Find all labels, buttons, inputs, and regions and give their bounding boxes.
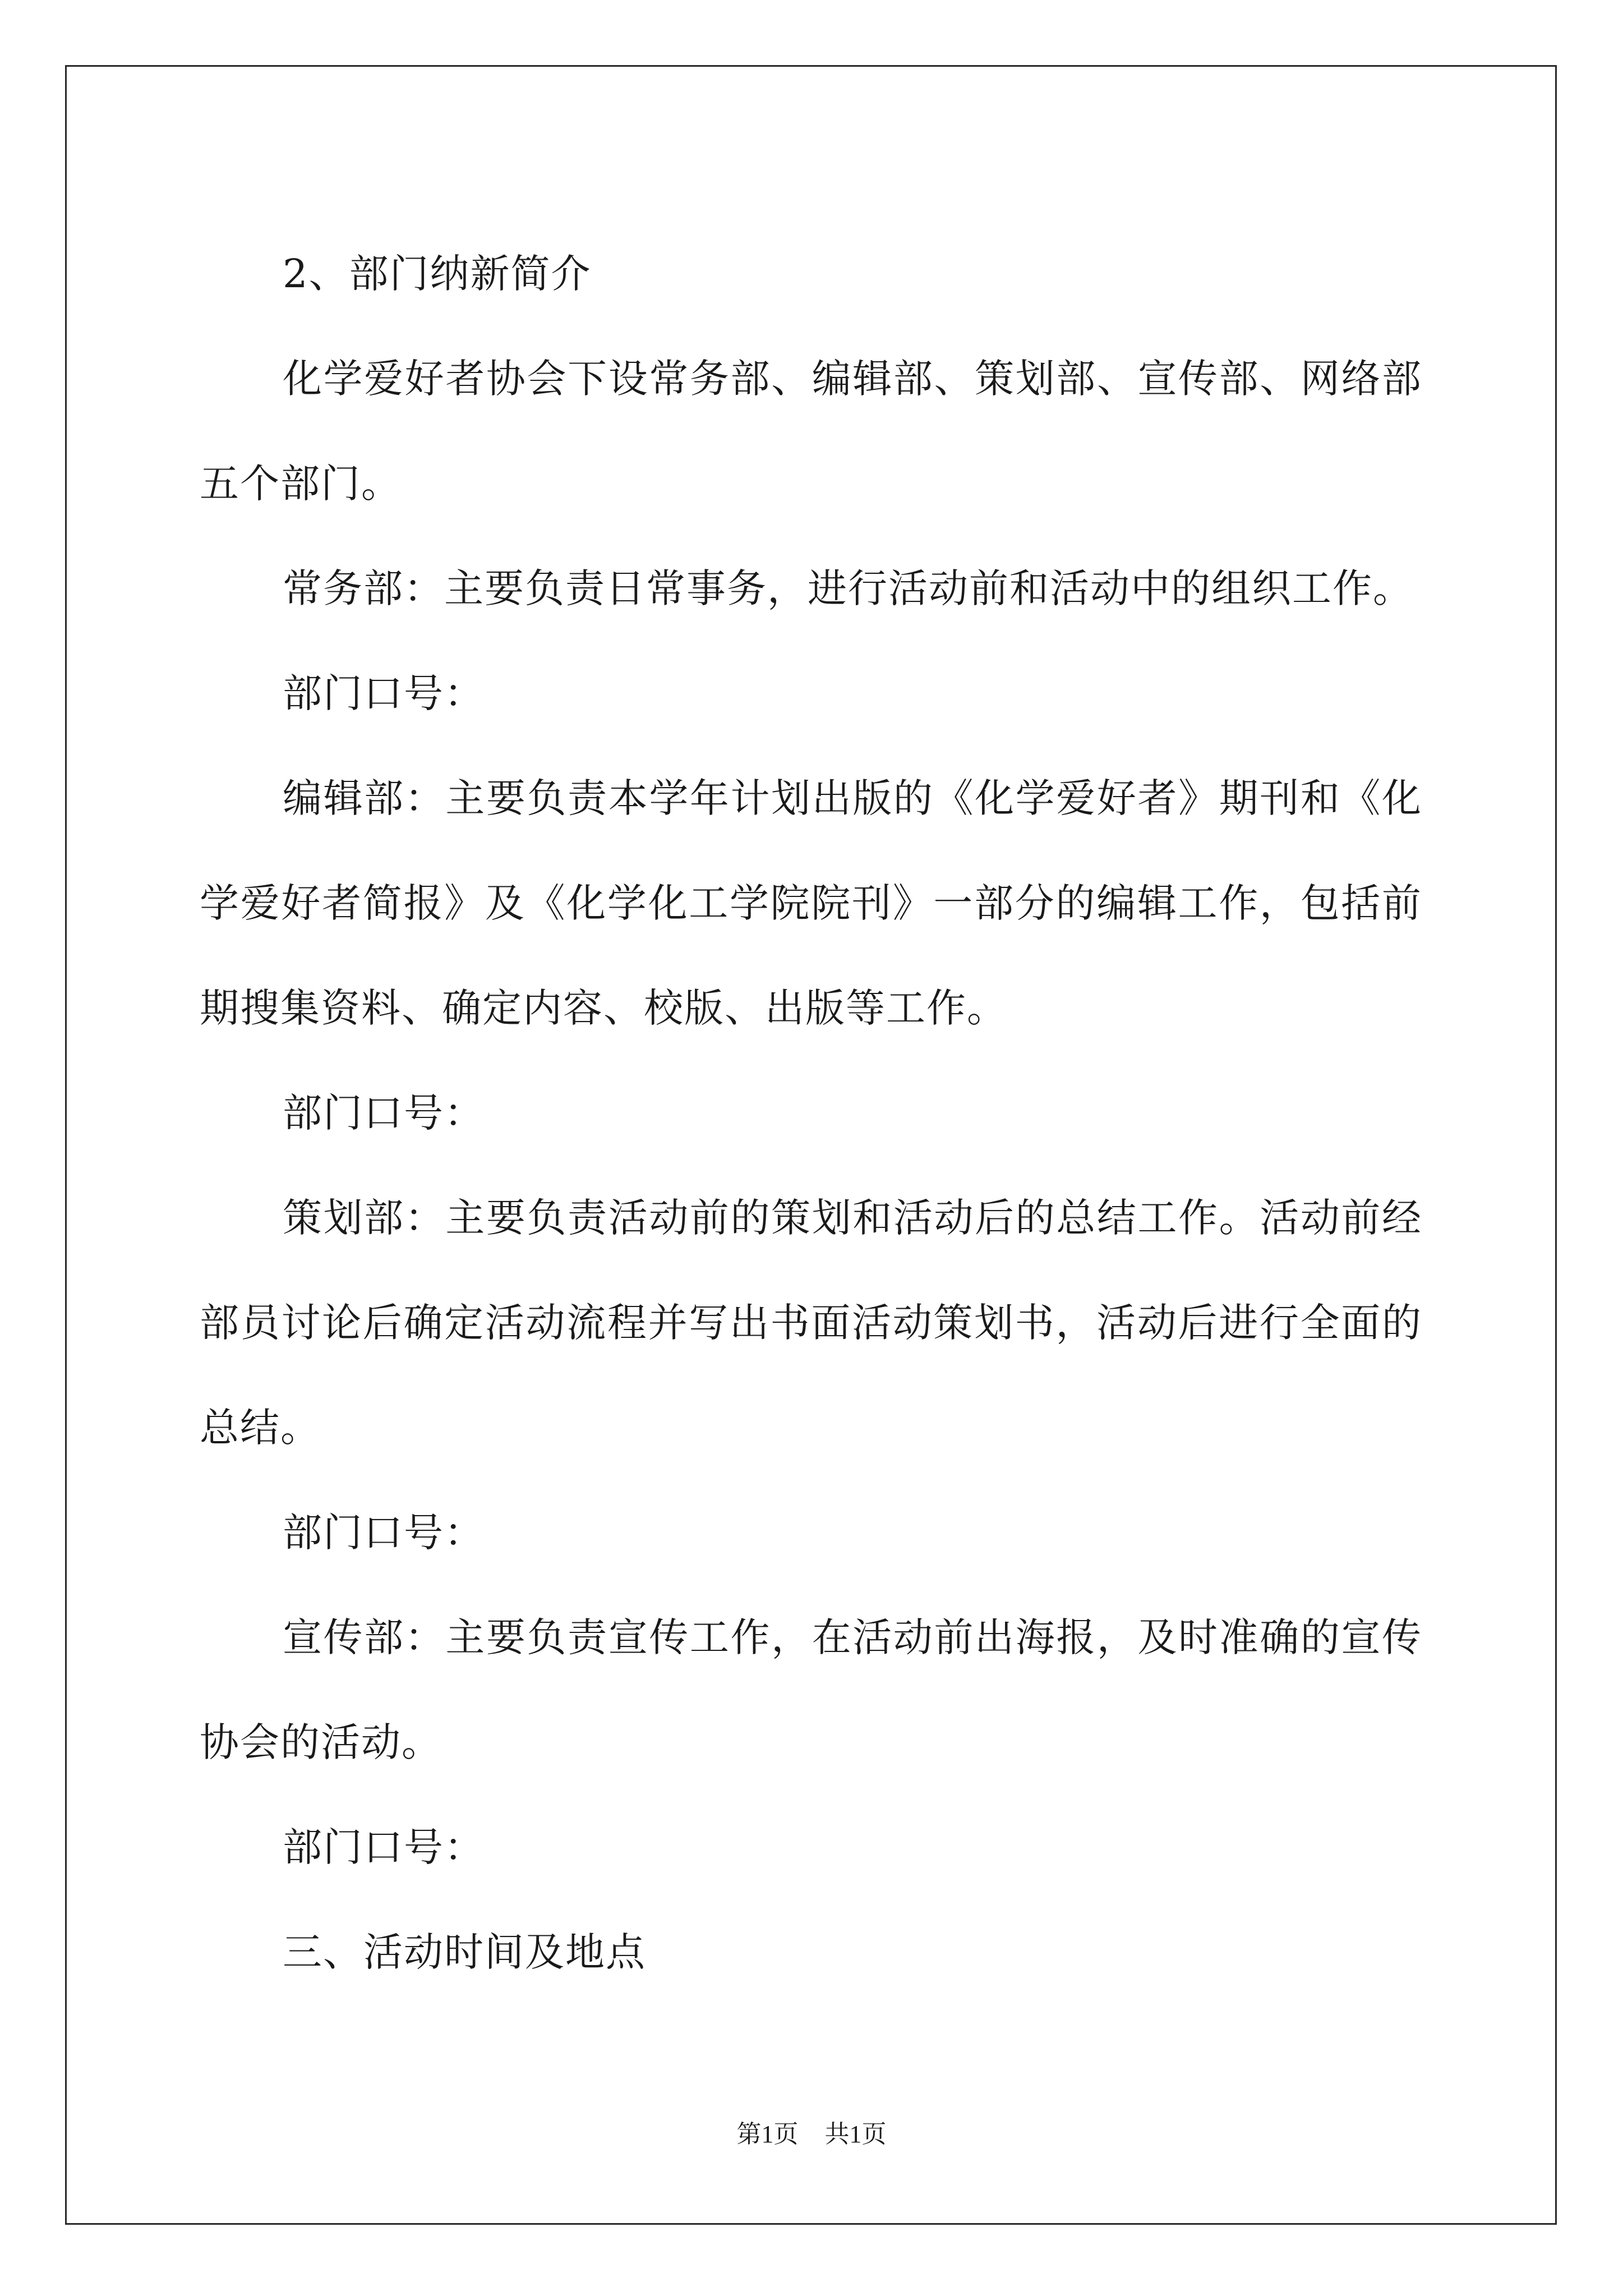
page-footer	[0, 2118, 1623, 2151]
paragraph-planning-dept: 策划部：主要负责活动前的策划和活动后的总结工作。活动前经部员讨论后确定活动流程并写出书面活动策划书，活动后进行全面的总结。	[200, 1195, 1422, 1451]
paragraph-slogan-label: 部门口号：	[283, 1510, 485, 1556]
paragraph-slogan-label: 部门口号：	[283, 1090, 485, 1136]
page-number-total: 共1页	[824, 2120, 887, 2148]
paragraph-slogan-label: 部门口号：	[283, 670, 485, 716]
document-body	[200, 222, 1422, 2005]
paragraph-departments-overview: 化学爱好者协会下设常务部、编辑部、策划部、宣传部、网络部五个部门。	[200, 356, 1422, 507]
paragraph-general-affairs-dept: 常务部：主要负责日常事务，进行活动前和活动中的组织工作。	[283, 565, 1413, 611]
section-heading-time-location: 三、活动时间及地点	[283, 1929, 646, 1975]
paragraph-slogan-label: 部门口号：	[283, 1824, 485, 1870]
page-number-current: 第1页	[736, 2120, 799, 2148]
paragraph-publicity-dept: 宣传部：主要负责宣传工作，在活动前出海报，及时准确的宣传协会的活动。	[200, 1614, 1422, 1765]
section-heading-department-intro: 2、部门纳新简介	[283, 251, 592, 297]
paragraph-editorial-dept: 编辑部：主要负责本学年计划出版的《化学爱好者》期刊和《化学爱好者简报》及《化学化工学院院刊》一部分的编辑工作，包括前期搜集资料、确定内容、校版、出版等工作。	[200, 775, 1422, 1031]
